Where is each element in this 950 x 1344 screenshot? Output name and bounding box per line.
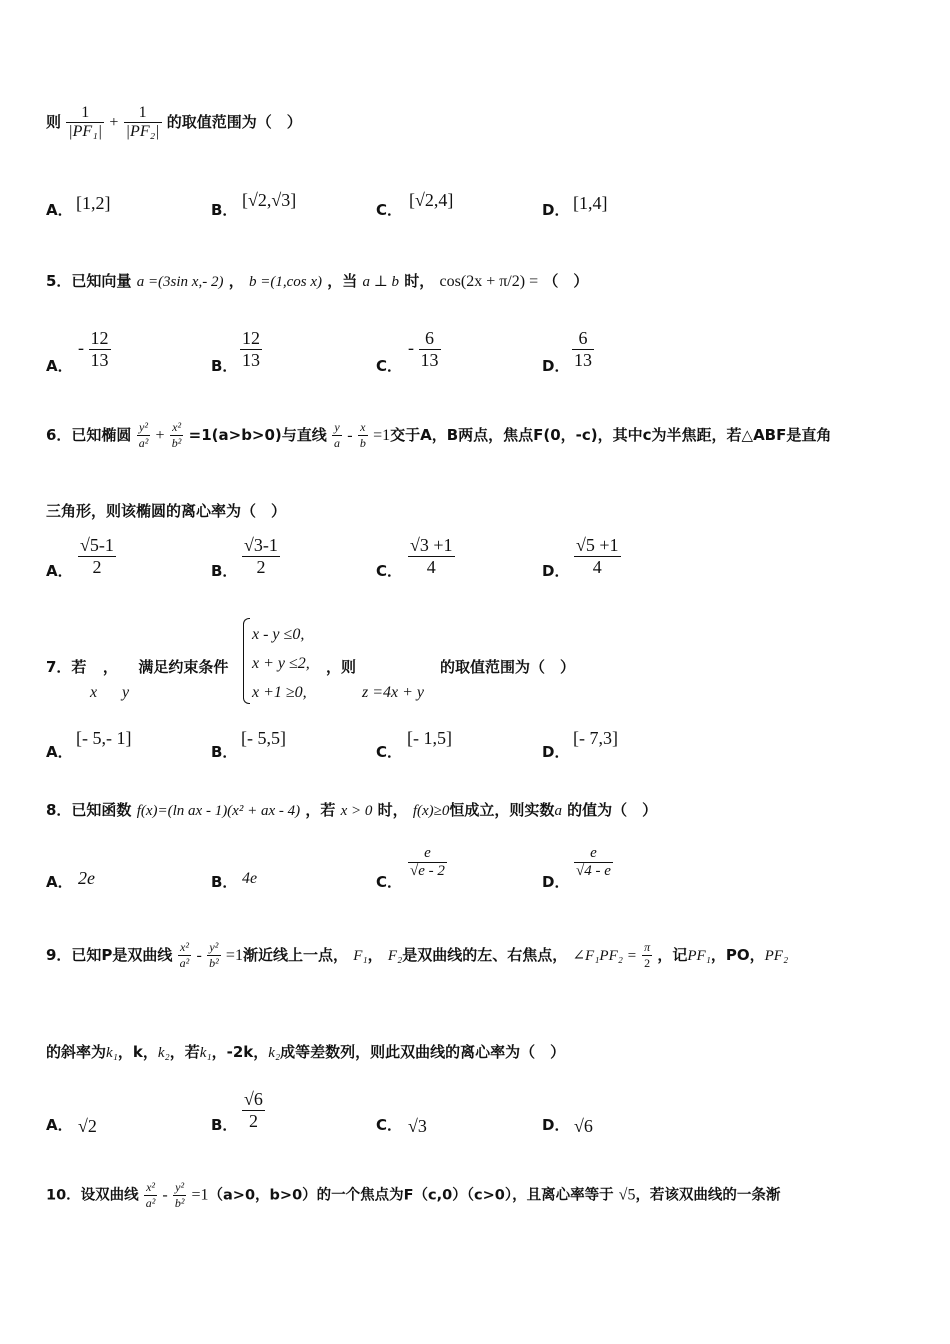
q4-option-d[interactable]: D．	[542, 201, 570, 219]
q7-var-x: x	[90, 684, 98, 701]
q5-option-b-value: $\frac{12}{13}$	[242, 328, 260, 370]
q8-option-d[interactable]: D．	[542, 873, 570, 891]
q7-option-c[interactable]: C．	[376, 743, 403, 761]
q9-option-d-value: √6	[574, 1116, 593, 1136]
q8-option-d-value: $\frac{e}{√4 - e}$	[576, 845, 611, 879]
q7-option-d[interactable]: D．	[542, 743, 570, 761]
q4-suffix: 的取值范围为（ ）	[166, 113, 302, 131]
q5-option-c-value: - $\frac{6}{13}$	[408, 328, 439, 370]
q9-stem-line1: 9．已知P是双曲线 $\frac{\text{x²}}{\text{a²}}$ - $\frac{\text{y²}}{\text{b²}}$ =1渐近线上一点， F₁， F₂是双曲线的左、右焦点， ∠F₁PF₂ = $\frac{\pi}{2}$ ，记PF₁，PO，PF₂	[46, 940, 789, 970]
q7-objective: z =4x + y	[362, 684, 425, 701]
q6-option-a[interactable]: A．	[46, 562, 73, 580]
q9-option-c[interactable]: C．	[376, 1116, 403, 1134]
q5-option-d-value: $\frac{6}{13}$	[574, 328, 592, 370]
q7-option-a[interactable]: A．	[46, 743, 73, 761]
q6-line-x: $\frac{x}{b}$	[359, 420, 366, 450]
q7-option-d-value: [- 7,3]	[573, 728, 618, 748]
q6-option-a-value: $\frac{√5-1}{2}$	[80, 535, 114, 577]
q4-option-b[interactable]: B．	[211, 201, 238, 219]
q4-option-c-value: [√2,4]	[409, 190, 454, 210]
q9-option-a[interactable]: A．	[46, 1116, 73, 1134]
q5-option-b[interactable]: B．	[211, 357, 238, 375]
q5-option-a[interactable]: A．	[46, 357, 73, 375]
q6-option-d[interactable]: D．	[542, 562, 570, 580]
q6-stem-line1: 6．已知椭圆 $\frac{\text{y²}}{\text{a²}}$ + $\frac{\text{x²}}{\text{b²}}$ =1(a>b>0)与直线 $\frac{y}{a}$ - $\frac{x}{b}$ =1交于A，B两点，焦点F(0，-c)，其中c为半焦距，若△ABF是直角	[46, 420, 832, 450]
q4-option-d-value: [1,4]	[573, 193, 608, 213]
q8-option-c[interactable]: C．	[376, 873, 403, 891]
q6-ellipse-x: $\frac{\text{x²}}{\text{b²}}$	[171, 420, 182, 450]
q5-vec-b: b =(1,cos x)	[248, 274, 322, 290]
q8-option-c-value: $\frac{e}{√e - 2}$	[410, 845, 445, 879]
q5-stem: 5．已知向量 a =(3sin x,- 2) ， b =(1,cos x) ，当 a ⊥ b 时， cos(2x + π/2) = （ ）	[46, 272, 589, 290]
q6-option-b-value: $\frac{√3-1}{2}$	[244, 535, 278, 577]
q8-stem: 8．已知函数 f(x)=(ln ax - 1)(x² + ax - 4) ，若 x > 0 时， f(x)≥0恒成立，则实数a 的值为（ ）	[46, 801, 658, 819]
q7-option-b[interactable]: B．	[211, 743, 238, 761]
q8-option-a[interactable]: A．	[46, 873, 73, 891]
q5-perp: a ⊥ b	[362, 274, 400, 290]
q10-stem: 10．设双曲线 $\frac{\text{x²}}{\text{a²}}$ - $\frac{\text{y²}}{\text{b²}}$ =1（a>0，b>0）的一个焦点为F（c,0）（c>0），且离心率等于 √5，若该双曲线的一条渐	[46, 1180, 781, 1210]
q7-stem: 7．若 ， 满足约束条件	[46, 658, 229, 676]
q7-then: ，则	[326, 658, 357, 676]
q6-option-b[interactable]: B．	[211, 562, 238, 580]
q9-stem-line2: 的斜率为k₁，k，k₂，若k₁，-2k，k₂成等差数列，则此双曲线的离心率为（ ）	[46, 1043, 566, 1061]
q9-option-a-value: √2	[78, 1116, 97, 1136]
q6-option-c-value: $\frac{√3 +1}{4}$	[410, 535, 453, 577]
q9-angle: ∠F₁PF₂ =	[572, 948, 637, 964]
q7-option-a-value: [- 5,- 1]	[76, 728, 132, 748]
q7-option-c-value: [- 1,5]	[407, 728, 452, 748]
q7-option-b-value: [- 5,5]	[241, 728, 286, 748]
q6-option-c[interactable]: C．	[376, 562, 403, 580]
q4-option-c[interactable]: C．	[376, 201, 403, 219]
q5-option-c[interactable]: C．	[376, 357, 403, 375]
q7-var-y: y	[122, 684, 130, 701]
q5-expr: cos(2x + π/2) =	[439, 273, 539, 290]
q9-option-d[interactable]: D．	[542, 1116, 570, 1134]
q9-option-b-value: $\frac{√6}{2}$	[244, 1089, 263, 1131]
q5-number: 5．已知向量	[46, 272, 132, 290]
q8-option-b[interactable]: B．	[211, 873, 238, 891]
q4-option-b-value: [√2,√3]	[242, 190, 297, 210]
q9-option-c-value: √3	[408, 1116, 427, 1136]
q4-frac1: $\frac{1}{\text{|PF₁|}}$	[68, 104, 103, 140]
q5-option-a-value: - $\frac{12}{13}$	[78, 328, 109, 370]
q6-option-d-value: $\frac{√5 +1}{4}$	[576, 535, 619, 577]
q4-option-a-value: [1,2]	[76, 193, 111, 213]
q7-system: x - y ≤0, x + y ≤2, x +1 ≥0,	[252, 626, 310, 701]
q4-frac2: $\frac{1}{\text{|PF₂|}}$	[125, 104, 160, 140]
q4-stem: 则 $\frac{1}{\text{|PF₁|}}$ + $\frac{1}{\text{|PF₂|}}$ 的取值范围为（ ）	[46, 104, 302, 140]
q7-system-brace	[243, 618, 250, 704]
q4-option-a[interactable]: A．	[46, 201, 73, 219]
q6-ellipse-y: $\frac{\text{y²}}{\text{a²}}$	[138, 420, 149, 450]
q8-func: f(x)=(ln ax - 1)(x² + ax - 4)	[136, 803, 301, 819]
q5-option-d[interactable]: D．	[542, 357, 570, 375]
q6-line-y: $\frac{y}{a}$	[334, 420, 341, 450]
q9-option-b[interactable]: B．	[211, 1116, 238, 1134]
q4-prefix: 则	[46, 113, 62, 131]
q8-option-a-value: 2e	[78, 868, 95, 888]
q5-vec-a: a =(3sin x,- 2)	[136, 274, 224, 290]
q7-range: 的取值范围为（ ）	[440, 658, 576, 676]
q8-option-b-value: 4e	[242, 870, 258, 887]
q6-stem-line2: 三角形，则该椭圆的离心率为（ ）	[46, 502, 287, 520]
